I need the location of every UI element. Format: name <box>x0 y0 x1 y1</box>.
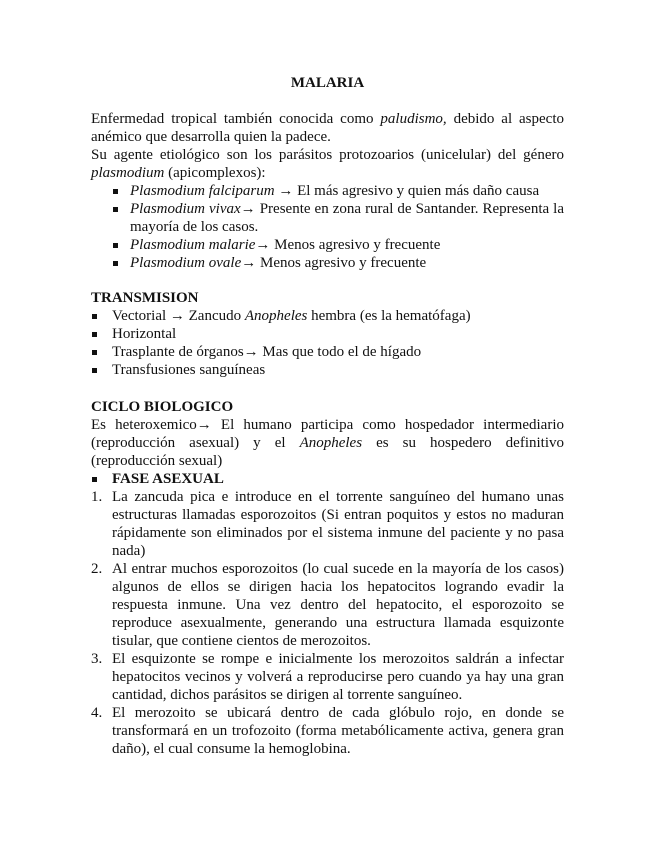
text: Zancudo <box>184 308 245 324</box>
list-item <box>91 254 564 272</box>
step-item <box>91 704 564 758</box>
step-text: El merozoito se ubicará dentro de cada glóbulo rojo, en donde se transformará en un trofozoito (forma metabólicamente activa, genera gran daño), el cual consume la hemoglobina. <box>112 705 564 757</box>
text: Es heteroxemico <box>91 417 197 433</box>
bullet-icon <box>92 314 97 319</box>
step-text: El esquizonte se rompe e inicialmente los merozoitos saldrán a infectar hepatocitos vecinos y volverá a reproducirse pero cuando ya hay una gran cantidad, dichos parásitos se dirigen al torrente sanguíneo. <box>112 651 564 703</box>
list-item <box>91 325 564 343</box>
bullet-icon <box>113 261 118 266</box>
arrow-icon: → <box>255 237 271 253</box>
list-item <box>91 361 564 379</box>
bullet-icon <box>92 332 97 337</box>
list-item <box>91 307 564 325</box>
intro-paragraph <box>91 110 564 146</box>
arrow-icon: → <box>278 183 294 199</box>
italic-term: plasmodium <box>91 165 165 181</box>
text: Trasplante de órganos <box>112 344 244 360</box>
step-number: 3. <box>91 651 103 667</box>
list-item <box>91 470 564 488</box>
text: es su hospedero definitivo (reproducción sexual) <box>91 435 564 469</box>
text: Su agente etiológico son los parásitos protozoarios (unicelular) del género <box>91 147 564 163</box>
ciclo-heading: CICLO BIOLOGICO <box>91 399 234 415</box>
bullet-icon <box>113 189 118 194</box>
fase-list <box>91 470 564 488</box>
text: Mas que todo el de hígado <box>258 344 422 360</box>
step-item <box>91 650 564 704</box>
step-text: La zancuda pica e introduce en el torrente sanguíneo del humano unas estructuras llamadas esporozoitos (Si entran poquitos y estos no maduran rápidamente son eliminados por el sistema inmune del paciente y no pasa nada) <box>112 489 564 559</box>
step-item <box>91 488 564 560</box>
species-desc: El más agresivo y quien más daño causa <box>293 183 540 199</box>
text: (apicomplexos): <box>164 165 266 181</box>
text: Horizontal <box>112 326 177 342</box>
arrow-icon: → <box>241 255 257 271</box>
step-number: 2. <box>91 561 103 577</box>
bullet-icon <box>92 477 97 482</box>
list-item <box>91 182 564 200</box>
document-page <box>91 74 564 758</box>
list-item <box>91 236 564 254</box>
italic-term: paludismo, <box>380 111 447 127</box>
arrow-icon: → <box>169 308 185 324</box>
species-desc: Menos agresivo y frecuente <box>270 237 441 253</box>
step-item <box>91 560 564 650</box>
bullet-icon <box>92 368 97 373</box>
steps-list <box>91 488 564 758</box>
bullet-icon <box>92 350 97 355</box>
step-number: 1. <box>91 489 103 505</box>
italic-term: Anopheles <box>299 435 363 451</box>
arrow-icon: → <box>243 344 259 360</box>
text: Transfusiones sanguíneas <box>112 362 266 378</box>
document-title: MALARIA <box>290 75 365 91</box>
text: debido al aspecto anémico que desarrolla quien la padece. <box>91 111 565 145</box>
species-name: Plasmodium malarie <box>130 237 256 253</box>
text: hembra (es la hematófaga) <box>307 308 471 324</box>
agent-paragraph <box>91 146 564 182</box>
bullet-icon <box>113 207 118 212</box>
list-item <box>91 200 564 236</box>
transmision-heading: TRANSMISION <box>91 290 199 306</box>
step-number: 4. <box>91 705 103 721</box>
fase-heading: FASE ASEXUAL <box>112 471 224 487</box>
arrow-icon: → <box>240 201 256 217</box>
ciclo-paragraph <box>91 416 564 470</box>
italic-term: Anopheles <box>244 308 308 324</box>
species-name: Plasmodium falciparum <box>130 183 275 199</box>
text: Enfermedad tropical también conocida como <box>91 111 381 127</box>
transmision-list <box>91 307 564 379</box>
list-item <box>91 343 564 361</box>
step-text: Al entrar muchos esporozoitos (lo cual sucede en la mayoría de los casos) algunos de ellos se dirigen hacia los hepatocitos logrando evadir la respuesta inmune. Una vez dentro del hepatocito, el esporozoito se reproduce asexualmente, generando una estructura llamada esquizonte tisular, que contiene cientos de merozoitos. <box>112 561 564 649</box>
bullet-icon <box>113 243 118 248</box>
arrow-icon: → <box>196 417 212 433</box>
text: Vectorial <box>112 308 170 324</box>
species-list <box>91 182 564 272</box>
text: El humano participa como hospedador intermediario (reproducción asexual) y el <box>91 417 564 451</box>
species-name: Plasmodium ovale <box>130 255 242 271</box>
species-desc: Presente en zona rural de Santander. Representa la mayoría de los casos. <box>130 201 565 235</box>
species-desc: Menos agresivo y frecuente <box>256 255 427 271</box>
species-name: Plasmodium vivax <box>130 201 241 217</box>
